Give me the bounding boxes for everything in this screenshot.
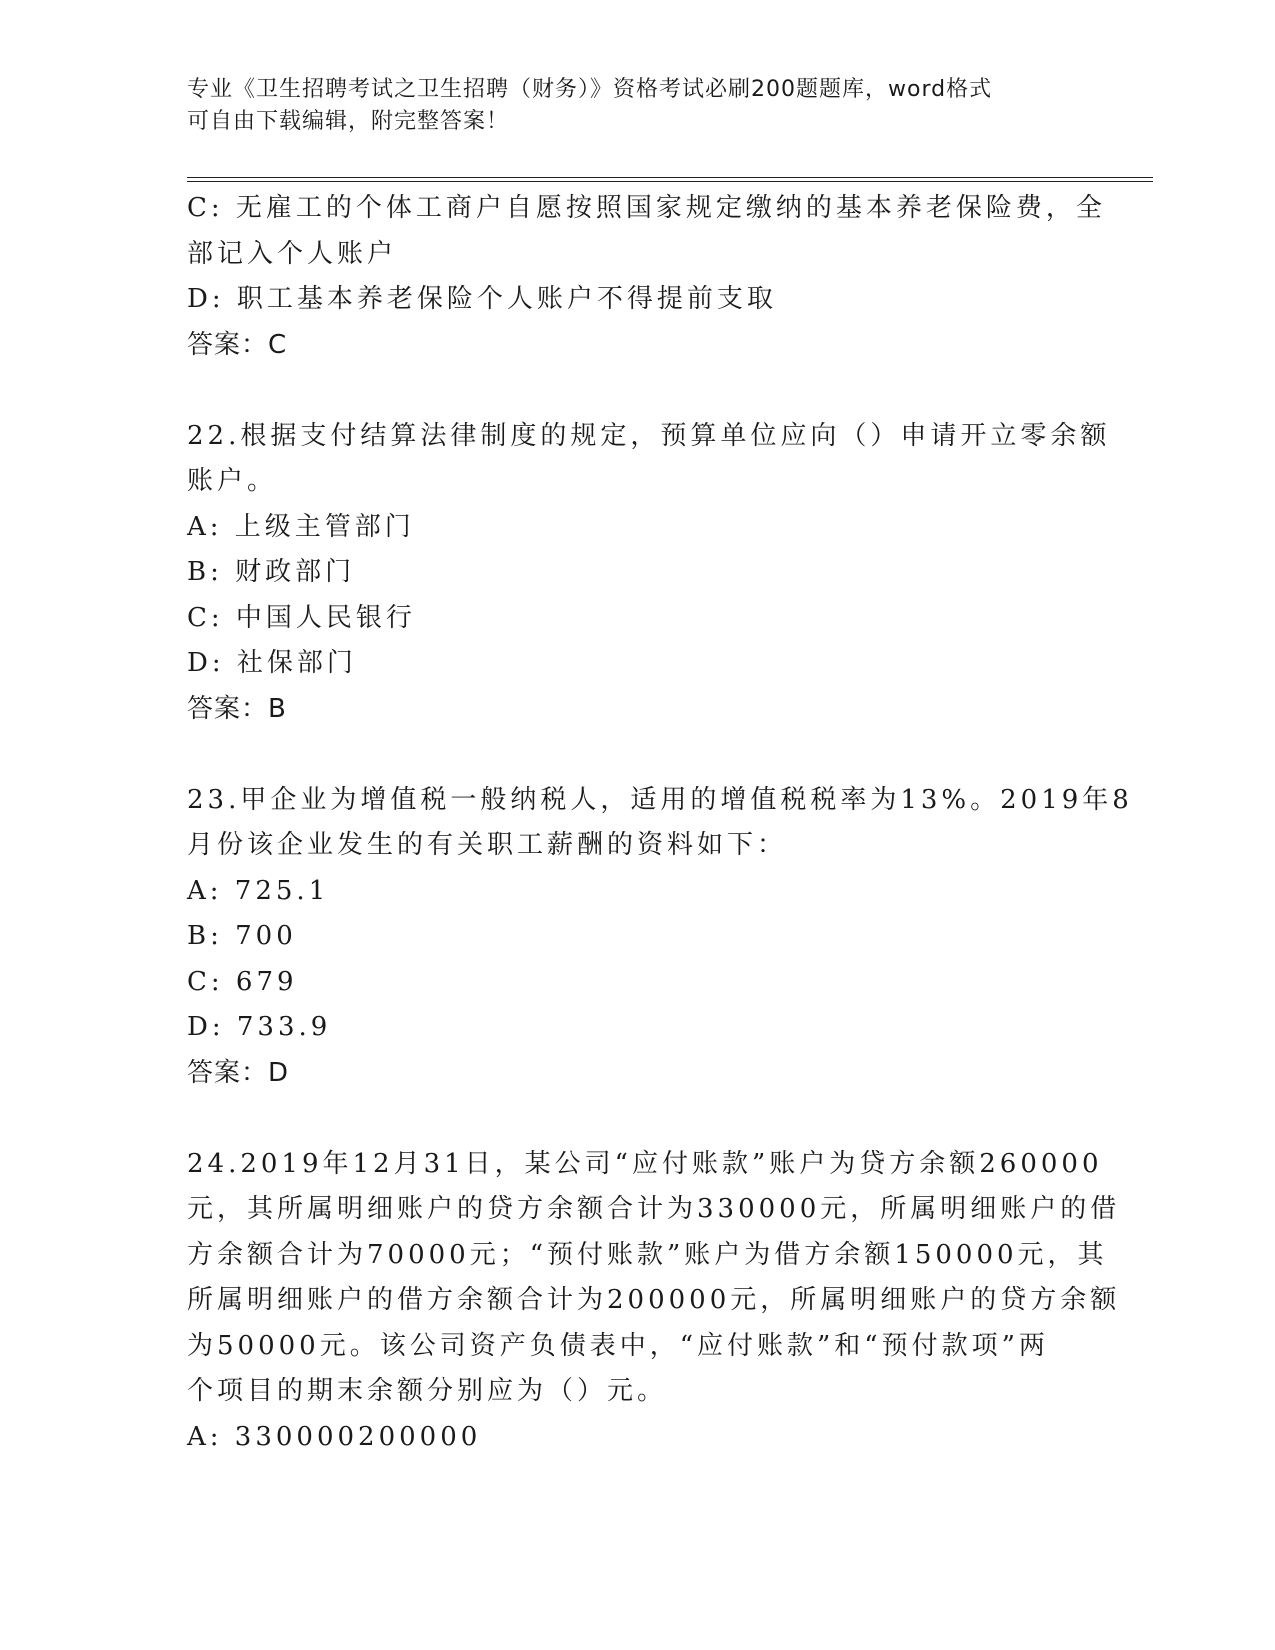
answer: 答案：C <box>187 329 288 360</box>
question-stem-line-6: 个项目的期末余额分别应为（）元。 <box>187 1376 668 1406</box>
question-stem-line-1: 22.根据支付结算法律制度的规定，预算单位应向（）申请开立零余额 <box>187 420 1111 451</box>
option-d: D: 职工基本养老保险个人账户不得提前支取 <box>187 284 777 314</box>
option-a: A: 725.1 <box>187 875 330 906</box>
question-stem-line-1: 23.甲企业为增值税一般纳税人，适用的增值税税率为13%。2019年8 <box>187 784 1133 815</box>
header-divider <box>187 177 1153 182</box>
option-b: B: 财政部门 <box>187 557 356 587</box>
option-d: D: 733.9 <box>187 1012 332 1042</box>
option-b: B: 700 <box>187 921 297 951</box>
question-21-tail <box>187 186 1106 368</box>
option-d: D: 社保部门 <box>187 648 357 678</box>
question-stem-line-3: 方余额合计为70000元；“预付账款”账户为借方余额150000元，其 <box>187 1239 1108 1270</box>
option-c: C: 679 <box>187 966 298 997</box>
question-stem-line-2: 月份该企业发生的有关职工薪酬的资料如下： <box>187 830 788 860</box>
question-22 <box>187 414 1111 733</box>
question-stem-line-4: 所属明细账户的借方余额合计为200000元，所属明细账户的贷方余额 <box>187 1285 1121 1315</box>
header-line-2: 可自由下载编辑，附完整答案！ <box>187 109 510 134</box>
question-24 <box>187 1142 1121 1461</box>
question-23 <box>187 778 1133 1097</box>
option-c-line-1: C: 无雇工的个体工商户自愿按照国家规定缴纳的基本养老保险费，全 <box>187 193 1106 223</box>
answer: 答案：D <box>187 1057 290 1088</box>
question-content <box>187 186 1133 1460</box>
answer: 答案：B <box>187 693 287 724</box>
question-stem-line-2: 账户。 <box>187 466 278 496</box>
option-a: A: 330000200000 <box>187 1421 482 1452</box>
question-stem-line-1: 24.2019年12月31日，某公司“应付账款”账户为贷方余额260000 <box>187 1148 1103 1179</box>
document-header <box>187 74 1067 138</box>
header-line-1: 专业《卫生招聘考试之卫生招聘（财务）》资格考试必刷200题题库，word格式 <box>187 77 993 102</box>
question-stem-line-2: 元，其所属明细账户的贷方余额合计为330000元，所属明细账户的借 <box>187 1194 1121 1224</box>
option-a: A: 上级主管部门 <box>187 511 415 542</box>
option-c-line-2: 部记入个人账户 <box>187 238 398 269</box>
question-stem-line-5: 为50000元。该公司资产负债表中，“应付账款”和“预付款项”两 <box>187 1330 1049 1361</box>
option-c: C: 中国人民银行 <box>187 602 416 633</box>
